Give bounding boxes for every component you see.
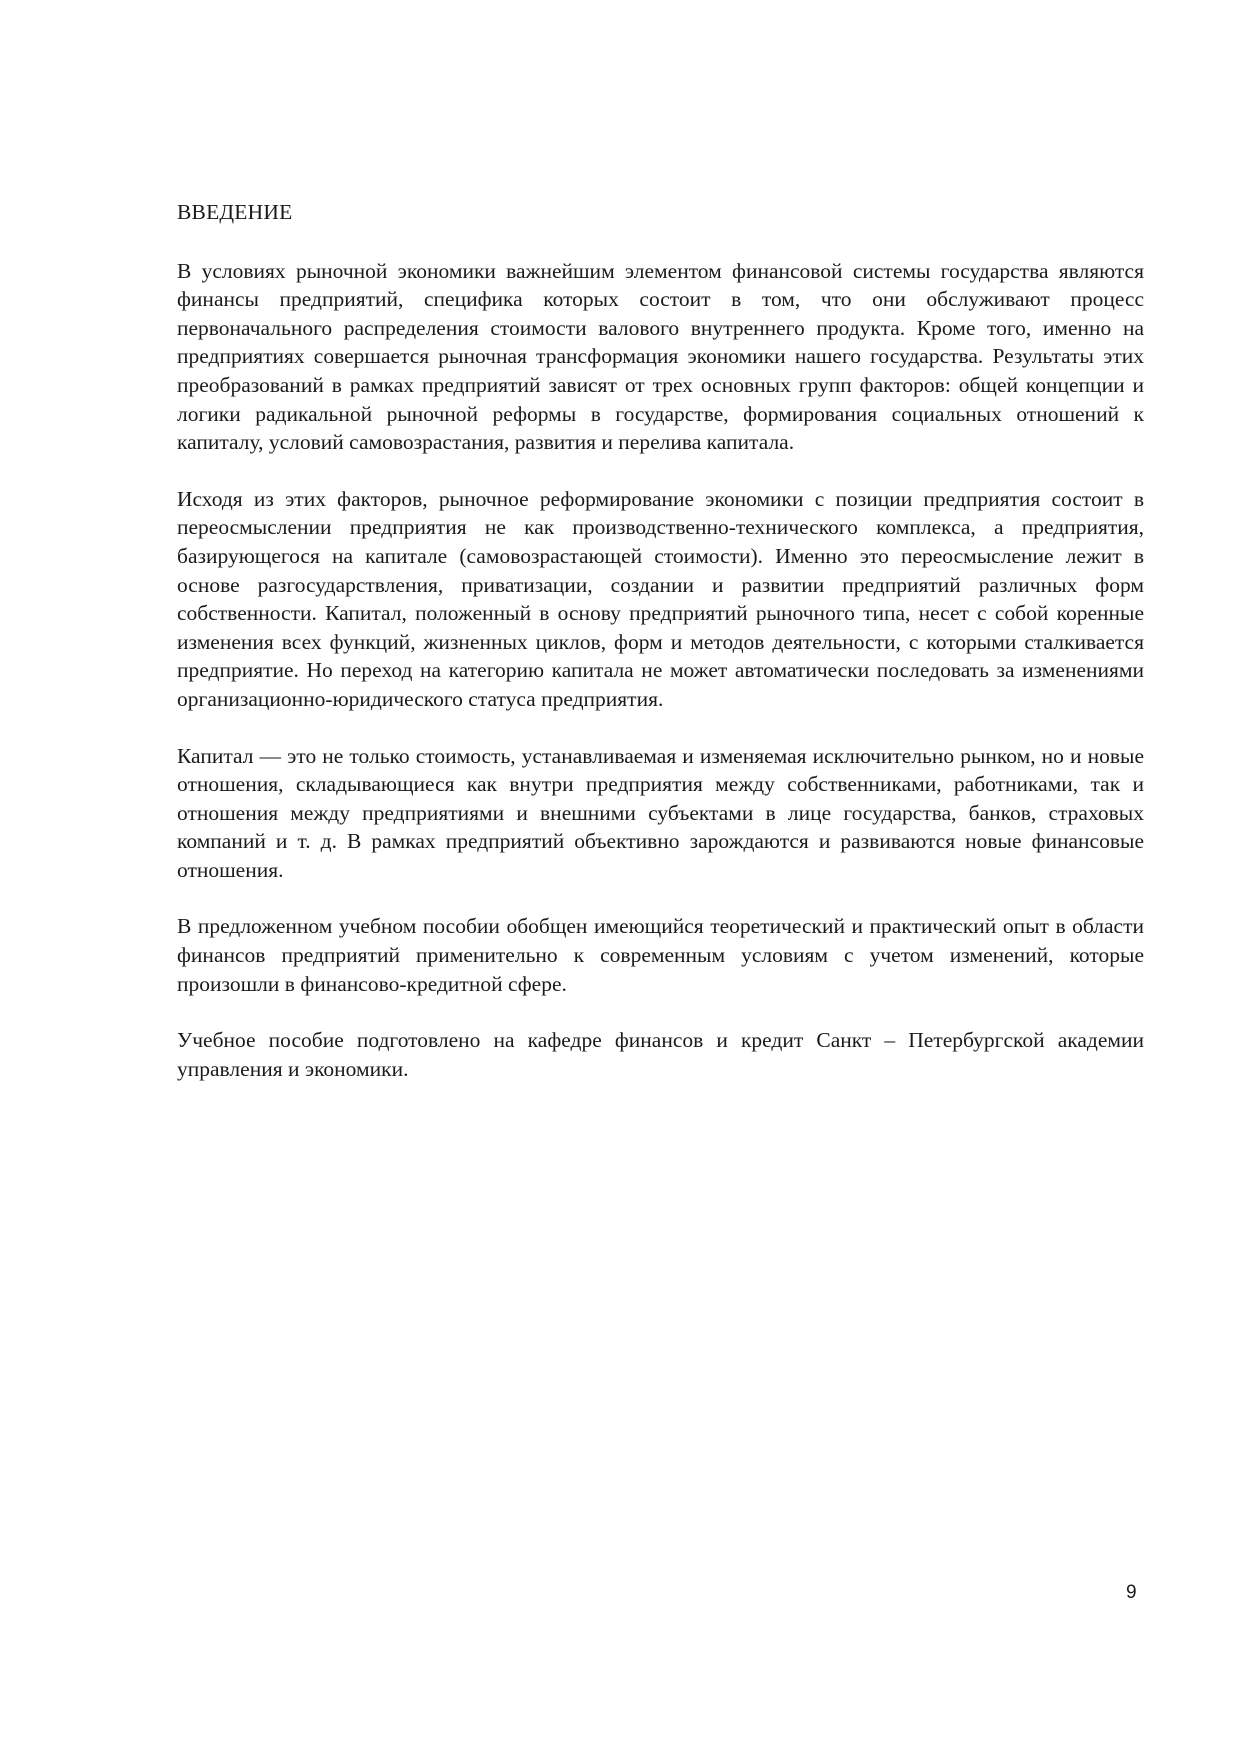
paragraph-1: В условиях рыночной экономики важнейшим элементом финансовой системы государства являются финансы предприятий, специфика которых состоит в том, что они обслуживают процесс первоначального распределения стоимости валового внутреннего продукта. Кроме того, именно на предприятиях совершается рыночная трансформация экономики нашего государства. Результаты этих преобразований в рамках предприятий зависят от трех основных групп факторов: общей концепции и логики радикальной рыночной реформы в государстве, формирования социальных отношений к капиталу, условий самовозрастания, развития и перелива капитала. (177, 258, 1144, 455)
page-number: 9 (1126, 1582, 1137, 1603)
paragraph-5: Учебное пособие подготовлено на кафедре финансов и кредит Санкт – Петербургской академии управления и экономики. (177, 1028, 1144, 1081)
section-heading: ВВЕДЕНИЕ (177, 200, 293, 224)
paragraph-4: В предложенном учебном пособии обобщен имеющийся теоретический и практический опыт в области финансов предприятий применительно к современным условиям с учетом изменений, которые произошли в финансово-кредитной сфере. (177, 914, 1144, 996)
page-body (177, 198, 1144, 1111)
paragraph-2: Исходя из этих факторов, рыночное реформирование экономики с позиции предприятия состоит в переосмыслении предприятия не как производственно-технического комплекса, а предприятия, базирующегося на капитале (самовозрастающей стоимости). Именно это переосмысление лежит в основе разгосударствления, приватизации, создании и развитии предприятий различных форм собственности. Капитал, положенный в основу предприятий рыночного типа, несет с собой коренные изменения всех функций, жизненных циклов, форм и методов деятельности, с которыми сталкивается предприятие. Но переход на категорию капитала не может автоматически последовать за изменениями организационно-юридического статуса предприятия. (177, 486, 1144, 711)
paragraph-3: Капитал — это не только стоимость, устанавливаемая и изменяемая исключительно рынком, но и новые отношения, складывающиеся как внутри предприятия между собственниками, работниками, так и отношения между предприятиями и внешними субъектами в лице государства, банков, страховых компаний и т. д. В рамках предприятий объективно зарождаются и развиваются новые финансовые отношения. (177, 743, 1144, 882)
